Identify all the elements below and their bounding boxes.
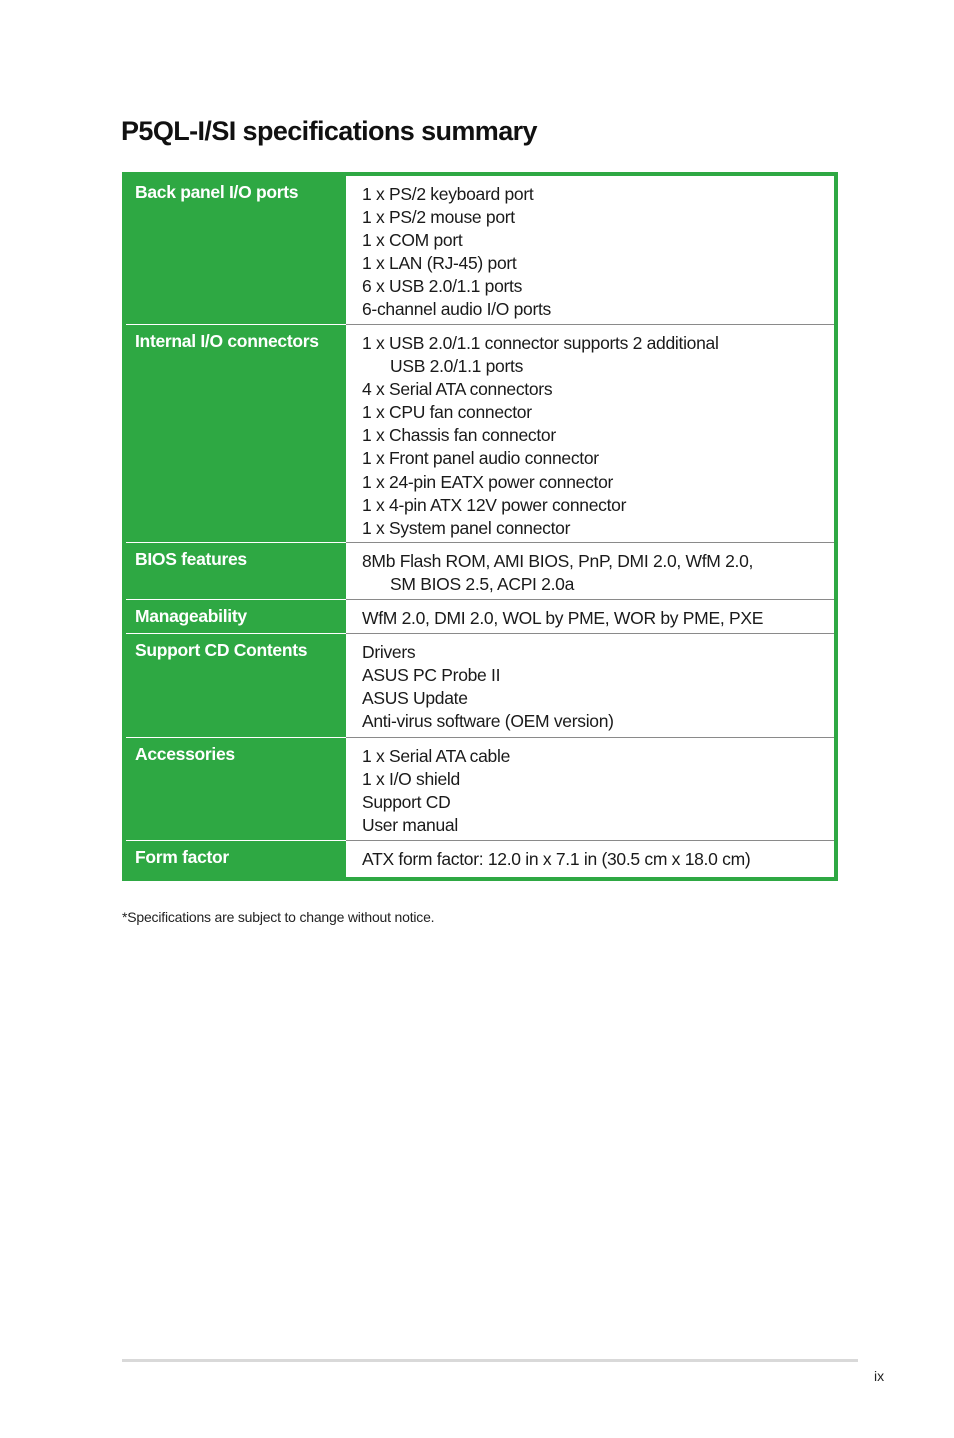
page-number: ix: [874, 1368, 885, 1384]
spec-value: [346, 633, 834, 737]
spec-line: Drivers: [362, 642, 416, 662]
spec-value: [346, 840, 834, 877]
spec-line: 1 x Serial ATA cable: [362, 746, 511, 766]
spec-line: 1 x PS/2 mouse port: [362, 207, 515, 228]
spec-line: Support CD: [362, 792, 451, 813]
spec-line: 1 x LAN (RJ-45) port: [362, 253, 517, 274]
spec-line: 1 x I/O shield: [362, 769, 460, 790]
spec-line: User manual: [362, 815, 458, 836]
spec-row-back-panel: [126, 176, 834, 324]
spec-line: 1 x CPU fan connector: [362, 402, 532, 423]
spec-line: 4 x Serial ATA connectors: [362, 379, 553, 400]
spec-label: Manageability: [126, 599, 346, 633]
spec-row-internal-io: [126, 324, 834, 542]
spec-line: 6-channel audio I/O ports: [362, 299, 552, 320]
spec-label: Internal I/O connectors: [126, 324, 346, 542]
spec-line: 1 x USB 2.0/1.1 connector supports 2 additional: [362, 333, 719, 353]
footer-divider: [122, 1359, 858, 1362]
spec-value: [346, 324, 834, 542]
spec-line: 1 x System panel connector: [362, 517, 571, 538]
spec-row-form-factor: [126, 840, 834, 877]
spec-label: BIOS features: [126, 542, 346, 599]
spec-line: ASUS Update: [362, 688, 468, 709]
spec-label: Back panel I/O ports: [135, 182, 299, 202]
spec-line: 8Mb Flash ROM, AMI BIOS, PnP, DMI 2.0, WfM 2.0,: [362, 551, 754, 571]
spec-row-bios: [126, 542, 834, 599]
spec-line: ASUS PC Probe II: [362, 665, 501, 686]
spec-line: 1 x Chassis fan connector: [362, 425, 556, 446]
spec-line: 1 x 4-pin ATX 12V power connector: [362, 494, 627, 515]
spec-label: Form factor: [126, 840, 346, 877]
spec-line: 1 x COM port: [362, 230, 463, 251]
spec-value: [346, 176, 834, 324]
specifications-table: [122, 172, 838, 881]
spec-value: [346, 599, 834, 633]
spec-label: Support CD Contents: [126, 633, 346, 737]
spec-line: WfM 2.0, DMI 2.0, WOL by PME, WOR by PME, PXE: [362, 608, 764, 628]
spec-line: 1 x PS/2 keyboard port: [362, 184, 534, 204]
spec-row-accessories: [126, 737, 834, 840]
spec-line: 1 x Front panel audio connector: [362, 448, 599, 469]
spec-line: 6 x USB 2.0/1.1 ports: [362, 276, 523, 297]
spec-line: USB 2.0/1.1 ports: [390, 356, 524, 377]
page-title: P5QL-I/SI specifications summary: [121, 116, 537, 146]
spec-row-support-cd: [126, 633, 834, 737]
spec-line: ATX form factor: 12.0 in x 7.1 in (30.5 cm x 18.0 cm): [362, 849, 751, 869]
footnote: *Specifications are subject to change without notice.: [122, 909, 435, 925]
spec-line: SM BIOS 2.5, ACPI 2.0a: [390, 574, 575, 595]
spec-value: [346, 542, 834, 599]
spec-line: 1 x 24-pin EATX power connector: [362, 471, 614, 492]
spec-row-manageability: [126, 599, 834, 633]
spec-line: Anti-virus software (OEM version): [362, 711, 614, 732]
spec-label: Accessories: [126, 737, 346, 840]
spec-value: [346, 737, 834, 840]
